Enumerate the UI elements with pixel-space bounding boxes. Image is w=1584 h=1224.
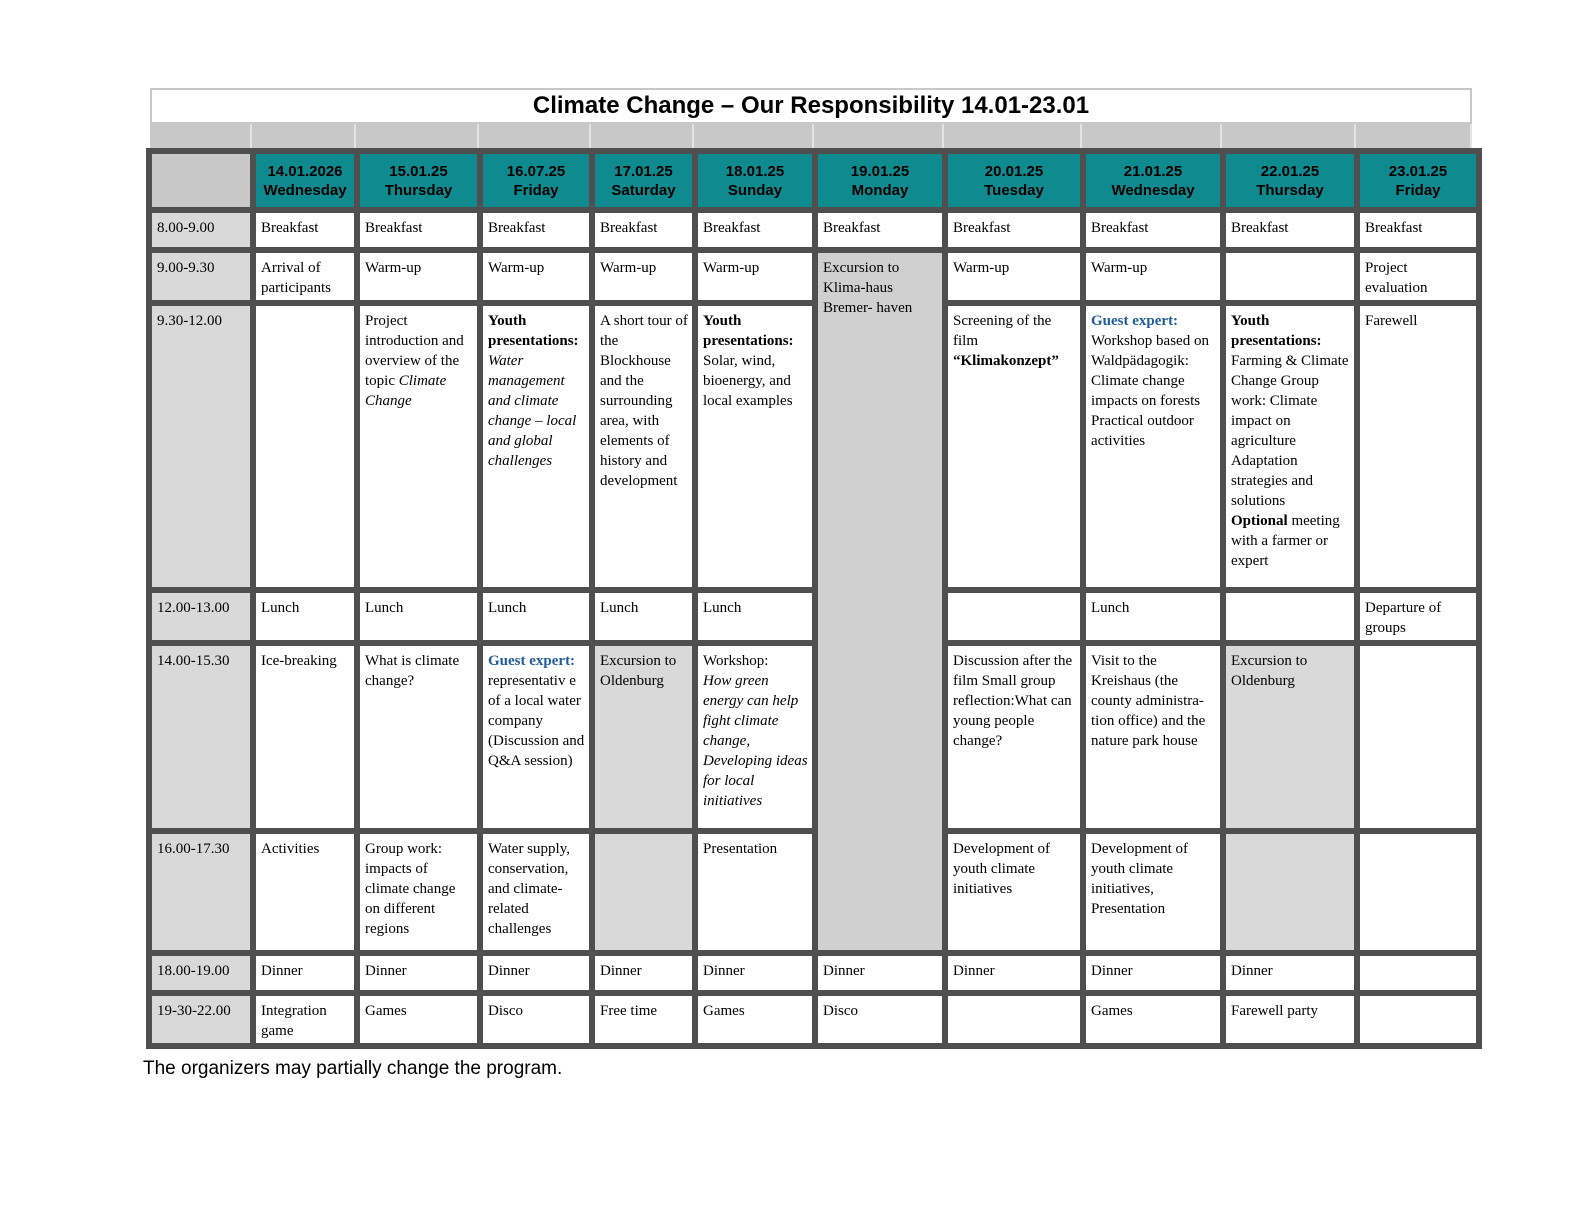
schedule-cell: Games bbox=[695, 993, 815, 1046]
header-spacer-row bbox=[150, 124, 1472, 148]
schedule-cell: Dinner bbox=[695, 953, 815, 993]
schedule-cell: Development of youth climate initiatives bbox=[945, 831, 1083, 953]
schedule-cell: Project introduction and overview of the topic Climate Change bbox=[357, 303, 480, 590]
schedule-cell: Discussion after the film Small group reflection:What can young people change? bbox=[945, 643, 1083, 831]
schedule-cell: Lunch bbox=[480, 590, 592, 643]
warmup-row bbox=[149, 250, 1479, 303]
schedule-cell: Warm-up bbox=[357, 250, 480, 303]
schedule-cell: Presentation bbox=[695, 831, 815, 953]
schedule-cell: A short tour of the Blockhouse and the surrounding area, with elements of history and development bbox=[592, 303, 695, 590]
morning-row bbox=[149, 303, 1479, 590]
schedule-cell: Youth presentations: Water management and climate change – local and global challenges bbox=[480, 303, 592, 590]
schedule-cell: Youth presentations: Solar, wind, bioenergy, and local examples bbox=[695, 303, 815, 590]
schedule-cell: Free time bbox=[592, 993, 695, 1046]
schedule-cell: Dinner bbox=[1083, 953, 1223, 993]
day-header-row bbox=[149, 151, 1479, 210]
time-slot: 16.00-17.30 bbox=[149, 831, 253, 953]
schedule-cell: Warm-up bbox=[695, 250, 815, 303]
day-header: 23.01.25 Friday bbox=[1357, 151, 1479, 210]
day-header: 21.01.25 Wednesday bbox=[1083, 151, 1223, 210]
schedule-cell: Breakfast bbox=[592, 210, 695, 250]
schedule-cell: Disco bbox=[815, 993, 945, 1046]
schedule-cell: Dinner bbox=[480, 953, 592, 993]
schedule-cell: Breakfast bbox=[357, 210, 480, 250]
monday-excursion-cell: Excursion to Klima-haus Bremer- haven bbox=[815, 250, 945, 953]
time-slot: 14.00-15.30 bbox=[149, 643, 253, 831]
schedule-cell: Warm-up bbox=[592, 250, 695, 303]
schedule-cell bbox=[592, 831, 695, 953]
time-slot: 19-30-22.00 bbox=[149, 993, 253, 1046]
lunch-row bbox=[149, 590, 1479, 643]
schedule-cell: Breakfast bbox=[945, 210, 1083, 250]
time-slot: 8.00-9.00 bbox=[149, 210, 253, 250]
schedule-cell bbox=[1357, 831, 1479, 953]
time-slot: 9.30-12.00 bbox=[149, 303, 253, 590]
schedule-cell: Breakfast bbox=[1223, 210, 1357, 250]
schedule-cell: Games bbox=[1083, 993, 1223, 1046]
schedule-cell: Dinner bbox=[1223, 953, 1357, 993]
breakfast-row bbox=[149, 210, 1479, 250]
schedule-cell: Breakfast bbox=[815, 210, 945, 250]
footer-note: The organizers may partially change the program. bbox=[143, 1058, 563, 1079]
schedule-cell bbox=[945, 993, 1083, 1046]
day-header: 20.01.25 Tuesday bbox=[945, 151, 1083, 210]
schedule-cell: Youth presentations: Farming & Climate Change Group work: Climate impact on agriculture Adaptation strategies and solutions Optional meeting with a farmer or expert bbox=[1223, 303, 1357, 590]
schedule-cell: Lunch bbox=[357, 590, 480, 643]
schedule-cell: Warm-up bbox=[1083, 250, 1223, 303]
schedule-cell: Farewell party bbox=[1223, 993, 1357, 1046]
schedule-cell: Dinner bbox=[357, 953, 480, 993]
schedule-cell: Warm-up bbox=[480, 250, 592, 303]
afternoon-row bbox=[149, 643, 1479, 831]
schedule-cell: Workshop: How green energy can help fight climate change, Developing ideas for local initiatives bbox=[695, 643, 815, 831]
time-slot: 9.00-9.30 bbox=[149, 250, 253, 303]
schedule-cell: Breakfast bbox=[480, 210, 592, 250]
schedule-cell: Development of youth climate initiatives, Presentation bbox=[1083, 831, 1223, 953]
day-header: 16.07.25 Friday bbox=[480, 151, 592, 210]
schedule-cell bbox=[945, 590, 1083, 643]
schedule-cell: Guest expert: representativ e of a local water company (Discussion and Q&A session) bbox=[480, 643, 592, 831]
schedule-cell: Breakfast bbox=[1357, 210, 1479, 250]
schedule-cell: Lunch bbox=[1083, 590, 1223, 643]
day-header: 14.01.2026 Wednesday bbox=[253, 151, 357, 210]
schedule-cell: Breakfast bbox=[1083, 210, 1223, 250]
schedule-cell: Departure of groups bbox=[1357, 590, 1479, 643]
schedule-cell: Warm-up bbox=[945, 250, 1083, 303]
day-header: 18.01.25 Sunday bbox=[695, 151, 815, 210]
day-header: 19.01.25 Monday bbox=[815, 151, 945, 210]
schedule-cell: Integration game bbox=[253, 993, 357, 1046]
dinner-row bbox=[149, 953, 1479, 993]
schedule-cell bbox=[1357, 643, 1479, 831]
evening-row bbox=[149, 993, 1479, 1046]
schedule-cell: Screening of the film “Klimakonzept” bbox=[945, 303, 1083, 590]
schedule-cell: Excursion to Oldenburg bbox=[1223, 643, 1357, 831]
header-corner bbox=[149, 151, 253, 210]
time-slot: 12.00-13.00 bbox=[149, 590, 253, 643]
schedule-cell: Lunch bbox=[592, 590, 695, 643]
time-slot: 18.00-19.00 bbox=[149, 953, 253, 993]
schedule-cell bbox=[1357, 953, 1479, 993]
day-header: 15.01.25 Thursday bbox=[357, 151, 480, 210]
day-header: 17.01.25 Saturday bbox=[592, 151, 695, 210]
schedule-cell: Water supply, conservation, and climate-related challenges bbox=[480, 831, 592, 953]
schedule-cell: Arrival of participants bbox=[253, 250, 357, 303]
schedule-cell: Farewell bbox=[1357, 303, 1479, 590]
schedule-cell bbox=[253, 303, 357, 590]
day-header: 22.01.25 Thursday bbox=[1223, 151, 1357, 210]
schedule-cell: Guest expert: Workshop based on Waldpädagogik: Climate change impacts on forests Practical outdoor activities bbox=[1083, 303, 1223, 590]
schedule-cell: What is climate change? bbox=[357, 643, 480, 831]
schedule-cell bbox=[1223, 250, 1357, 303]
schedule-table bbox=[146, 148, 1482, 1049]
schedule-cell: Group work: impacts of climate change on different regions bbox=[357, 831, 480, 953]
schedule-cell: Breakfast bbox=[253, 210, 357, 250]
schedule-cell: Breakfast bbox=[695, 210, 815, 250]
schedule-cell: Dinner bbox=[253, 953, 357, 993]
schedule-cell bbox=[1223, 590, 1357, 643]
schedule-cell: Lunch bbox=[253, 590, 357, 643]
schedule-cell: Dinner bbox=[815, 953, 945, 993]
schedule-cell: Project evaluation bbox=[1357, 250, 1479, 303]
schedule-cell: Disco bbox=[480, 993, 592, 1046]
schedule-cell: Dinner bbox=[592, 953, 695, 993]
schedule-cell: Activities bbox=[253, 831, 357, 953]
late-afternoon-row bbox=[149, 831, 1479, 953]
schedule-cell bbox=[1223, 831, 1357, 953]
schedule-cell: Ice-breaking bbox=[253, 643, 357, 831]
schedule-cell: Visit to the Kreishaus (the county administra-tion office) and the nature park house bbox=[1083, 643, 1223, 831]
schedule-cell: Excursion to Oldenburg bbox=[592, 643, 695, 831]
schedule-cell: Games bbox=[357, 993, 480, 1046]
schedule-cell: Dinner bbox=[945, 953, 1083, 993]
schedule-cell bbox=[1357, 993, 1479, 1046]
page-title: Climate Change – Our Responsibility 14.01-23.01 bbox=[150, 88, 1472, 124]
schedule-cell: Lunch bbox=[695, 590, 815, 643]
